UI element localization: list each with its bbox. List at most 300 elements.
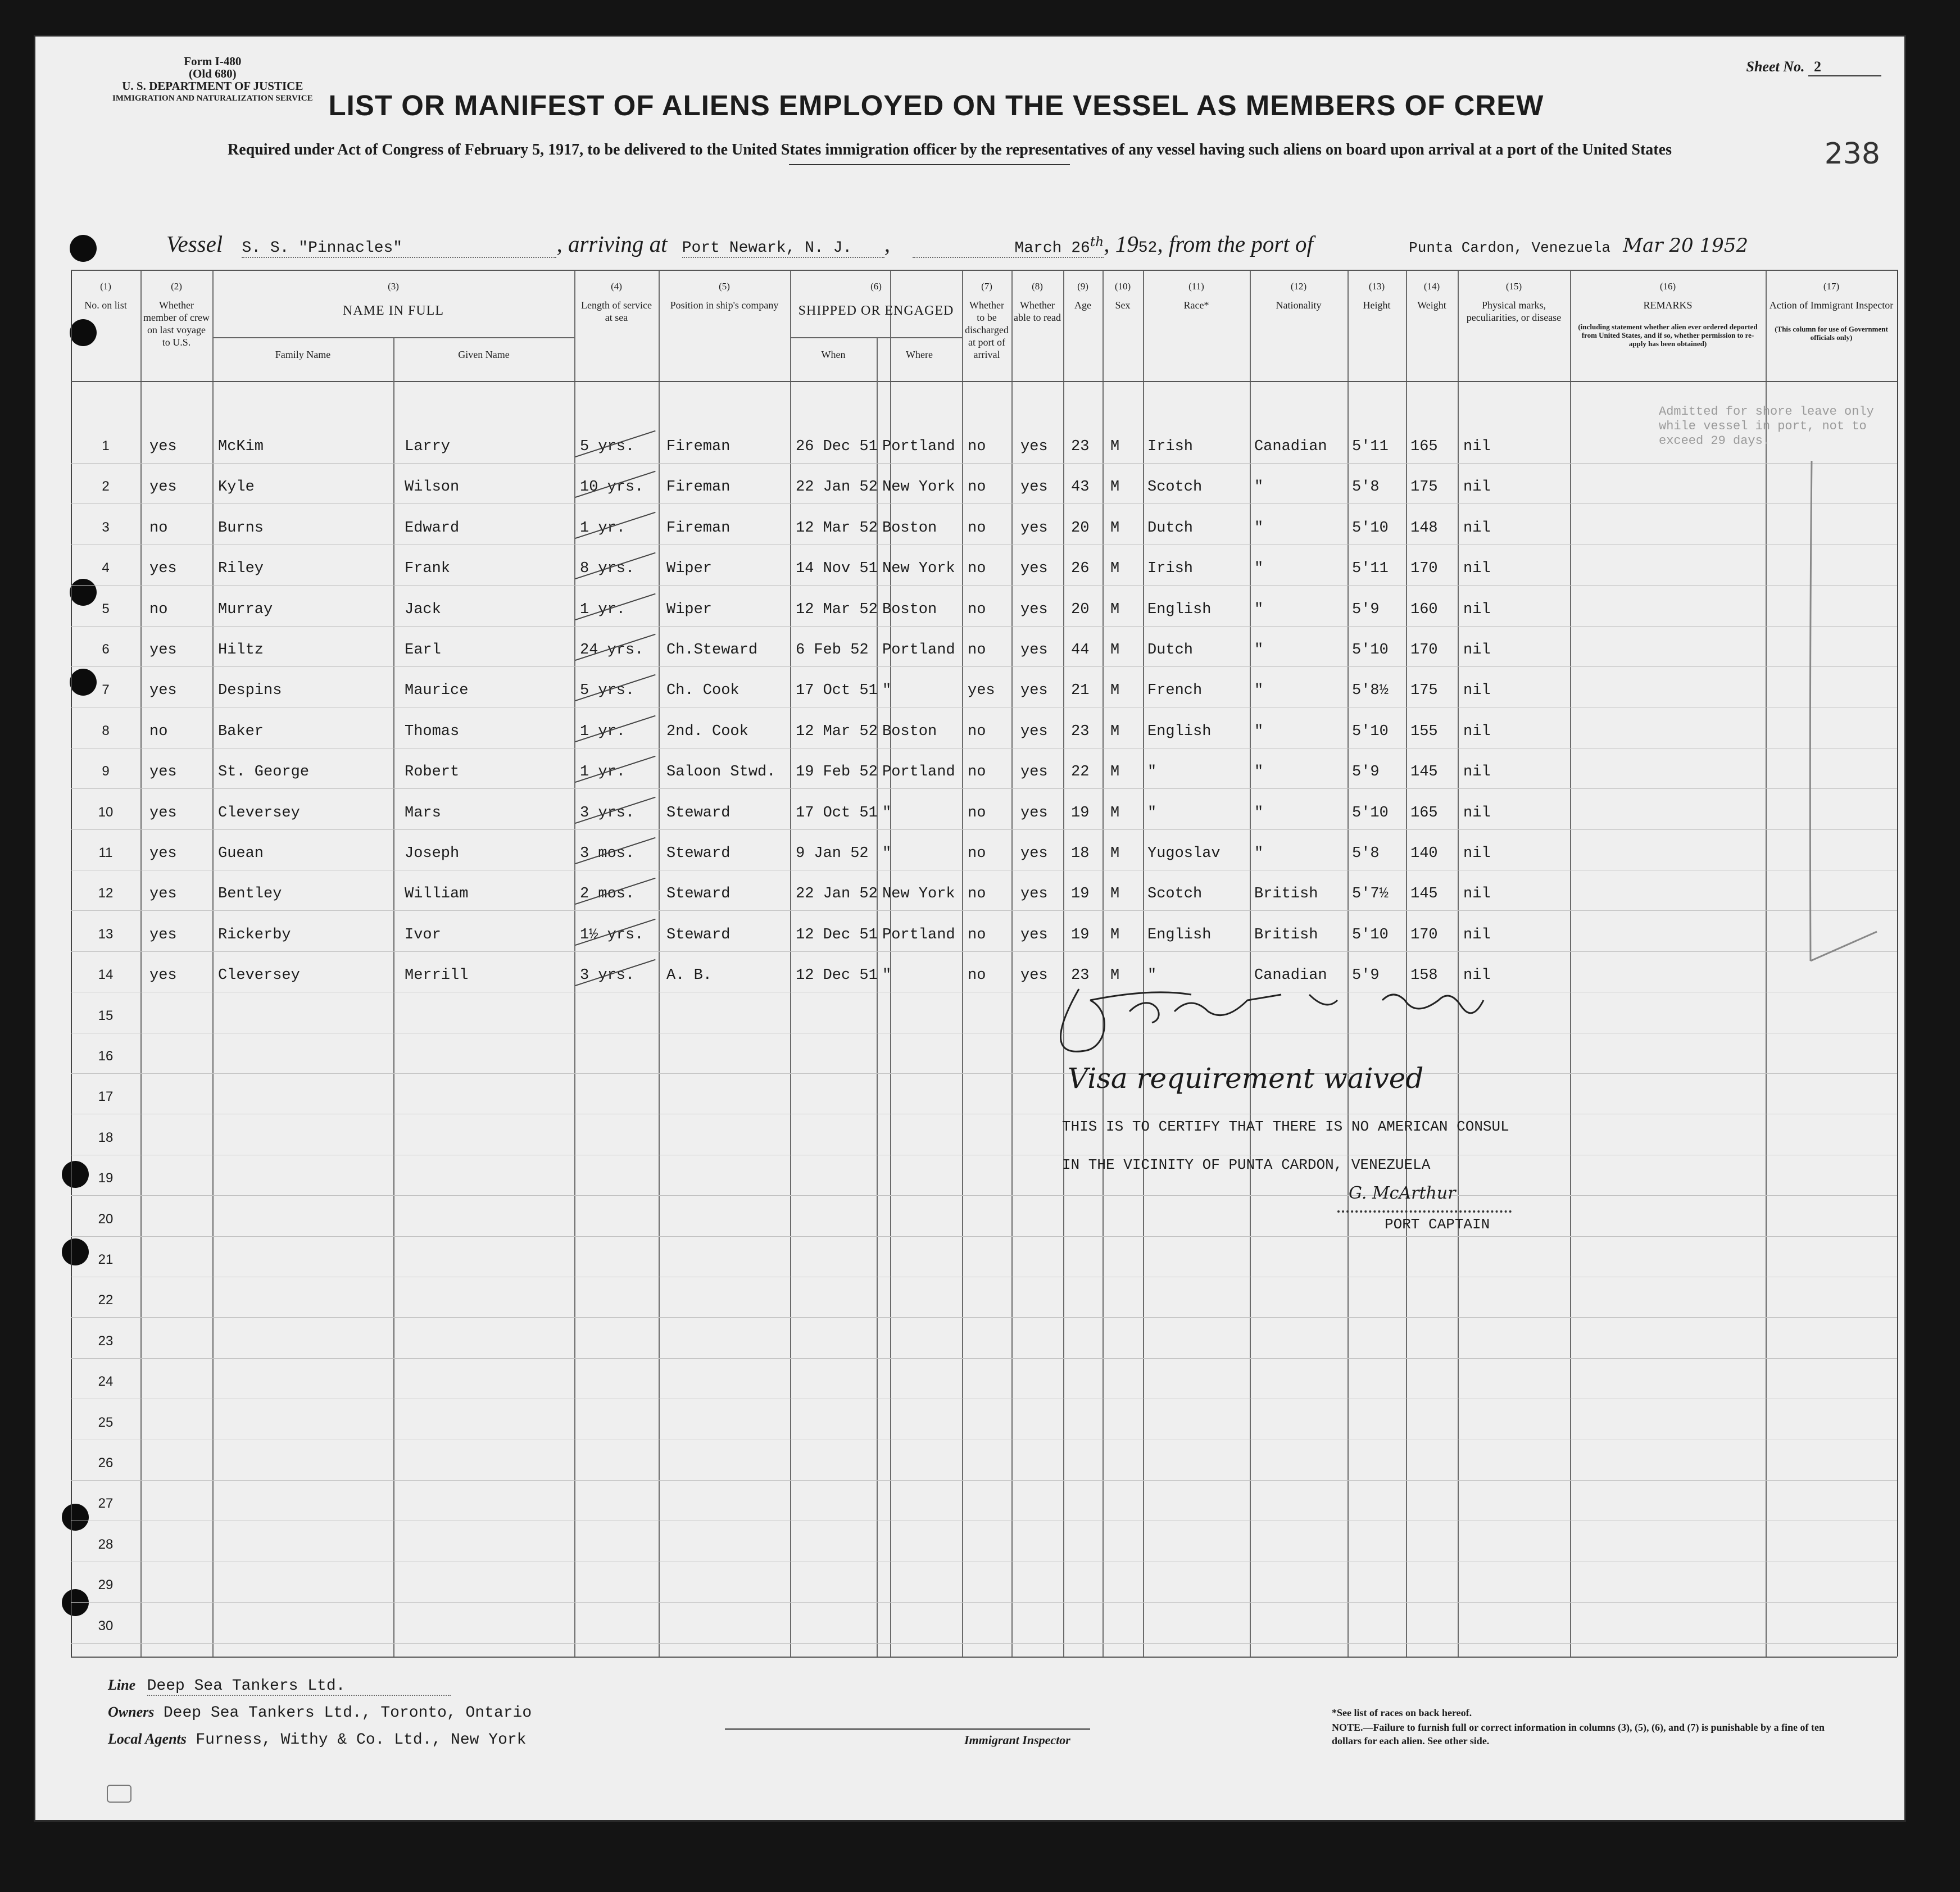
row-number: 9 bbox=[102, 764, 110, 779]
column-divider bbox=[1063, 270, 1064, 1657]
cell-height: 5'11 bbox=[1352, 438, 1389, 455]
column-header: No. on list bbox=[84, 300, 127, 311]
column-subheader: Family Name bbox=[275, 349, 331, 360]
cell-position: Ch.Steward bbox=[666, 642, 758, 659]
column-number: (4) bbox=[611, 281, 622, 292]
arriving-label: , arriving at bbox=[556, 231, 668, 257]
inspector-action-mark bbox=[1798, 455, 1888, 972]
cell-discharge: no bbox=[968, 845, 986, 862]
cell-family: St. George bbox=[218, 764, 310, 781]
cell-discharge: no bbox=[968, 560, 986, 577]
cell-where: New York bbox=[882, 560, 955, 577]
cell-where: New York bbox=[882, 479, 955, 496]
visa-waiver-note: Visa requirement waived bbox=[1068, 1062, 1424, 1095]
cell-sex: M bbox=[1110, 560, 1120, 577]
cell-height: 5'9 bbox=[1352, 967, 1380, 984]
cell-nationality: " bbox=[1254, 845, 1264, 862]
cell-service: 10 yrs. bbox=[580, 479, 644, 496]
row-number: 19 bbox=[98, 1170, 114, 1186]
captain-dotted-line bbox=[1337, 1210, 1512, 1213]
cell-where: " bbox=[882, 845, 892, 862]
column-header: Length of service at sea bbox=[581, 300, 652, 323]
cell-weight: 165 bbox=[1410, 438, 1438, 455]
cell-position: Steward bbox=[666, 845, 731, 862]
column-number: (10) bbox=[1114, 281, 1131, 292]
cell-sex: M bbox=[1110, 967, 1120, 984]
cell-weight: 170 bbox=[1410, 642, 1438, 659]
cell-last: yes bbox=[149, 764, 177, 781]
cell-family: Burns bbox=[218, 520, 264, 537]
cell-family: Baker bbox=[218, 723, 264, 740]
row-number: 23 bbox=[98, 1333, 114, 1349]
cell-position: Wiper bbox=[666, 560, 713, 577]
cell-when: 12 Dec 51 bbox=[796, 927, 878, 943]
cell-service: 3 mos. bbox=[580, 845, 635, 862]
cell-discharge: no bbox=[968, 723, 986, 740]
cell-height: 5'8 bbox=[1352, 479, 1380, 496]
row-divider bbox=[71, 1236, 1897, 1237]
cell-service: 1 yr. bbox=[580, 764, 626, 781]
cell-nationality: " bbox=[1254, 764, 1264, 781]
cell-age: 23 bbox=[1071, 438, 1090, 455]
cell-where: Boston bbox=[882, 520, 937, 537]
cell-age: 22 bbox=[1071, 764, 1090, 781]
column-header: Race* bbox=[1183, 300, 1209, 311]
column-header: Age bbox=[1074, 300, 1091, 311]
cell-read: yes bbox=[1020, 967, 1048, 984]
agents-value: Furness, Withy & Co. Ltd., New York bbox=[196, 1731, 527, 1749]
column-divider bbox=[71, 270, 72, 1657]
line-value: Deep Sea Tankers Ltd. bbox=[147, 1677, 451, 1696]
from-label: , from the port of bbox=[1157, 231, 1313, 257]
cell-when: 22 Jan 52 bbox=[796, 479, 878, 496]
service: IMMIGRATION AND NATURALIZATION SERVICE bbox=[112, 94, 313, 103]
cell-position: Steward bbox=[666, 927, 731, 943]
cell-age: 23 bbox=[1071, 723, 1090, 740]
cell-family: Cleversey bbox=[218, 967, 300, 984]
cell-discharge: no bbox=[968, 479, 986, 496]
row-number: 17 bbox=[98, 1089, 114, 1104]
cell-last: no bbox=[149, 723, 168, 740]
cell-service: 1 yr. bbox=[580, 723, 626, 740]
cell-last: no bbox=[149, 520, 168, 537]
cell-given: Jack bbox=[405, 601, 441, 618]
cell-marks: nil bbox=[1463, 682, 1491, 699]
row-number: 26 bbox=[98, 1455, 114, 1471]
row-divider bbox=[71, 1602, 1897, 1603]
column-header: Nationality bbox=[1276, 300, 1322, 311]
from-port: Punta Cardon, Venezuela bbox=[1409, 239, 1610, 256]
cell-position: Ch. Cook bbox=[666, 682, 739, 699]
cell-service: 1 yr. bbox=[580, 520, 626, 537]
cell-race: Scotch bbox=[1147, 886, 1203, 902]
cell-where: " bbox=[882, 682, 892, 699]
cell-weight: 160 bbox=[1410, 601, 1438, 618]
cell-nationality: " bbox=[1254, 560, 1264, 577]
row-divider bbox=[71, 951, 1897, 952]
consul-certification-2: IN THE VICINITY OF PUNTA CARDON, VENEZUELA bbox=[1062, 1156, 1431, 1173]
cell-position: Fireman bbox=[666, 438, 731, 455]
row-number: 3 bbox=[102, 520, 110, 535]
cell-where: Portland bbox=[882, 642, 955, 659]
cell-read: yes bbox=[1020, 601, 1048, 618]
cell-when: 12 Mar 52 bbox=[796, 723, 878, 740]
cell-family: Murray bbox=[218, 601, 273, 618]
row-number: 28 bbox=[98, 1537, 114, 1552]
cell-position: Steward bbox=[666, 805, 731, 822]
cell-read: yes bbox=[1020, 927, 1048, 943]
column-subheader: Given Name bbox=[458, 349, 510, 360]
cell-position: Wiper bbox=[666, 601, 713, 618]
row-number: 21 bbox=[98, 1252, 114, 1267]
column-header: SHIPPED OR ENGAGED bbox=[798, 303, 954, 318]
cell-race: Irish bbox=[1147, 438, 1194, 455]
row-number: 6 bbox=[102, 642, 110, 657]
cell-height: 5'10 bbox=[1352, 927, 1389, 943]
cell-when: 19 Feb 52 bbox=[796, 764, 878, 781]
department: U. S. DEPARTMENT OF JUSTICE bbox=[122, 79, 303, 93]
cell-race: Yugoslav bbox=[1147, 845, 1221, 862]
row-number: 11 bbox=[98, 845, 113, 860]
cell-race: " bbox=[1147, 764, 1157, 781]
row-divider bbox=[71, 1195, 1897, 1196]
cell-discharge: no bbox=[968, 886, 986, 902]
column-header: Position in ship's company bbox=[670, 300, 779, 311]
punch-hole bbox=[70, 235, 97, 262]
owners-value: Deep Sea Tankers Ltd., Toronto, Ontario bbox=[163, 1704, 532, 1722]
cell-read: yes bbox=[1020, 805, 1048, 822]
cell-sex: M bbox=[1110, 927, 1120, 943]
column-divider bbox=[1897, 270, 1898, 1657]
cell-given: Frank bbox=[405, 560, 451, 577]
cell-given: Larry bbox=[405, 438, 451, 455]
cell-given: Earl bbox=[405, 642, 441, 659]
cell-discharge: no bbox=[968, 642, 986, 659]
cell-where: Boston bbox=[882, 601, 937, 618]
row-divider bbox=[71, 270, 1897, 271]
cell-service: 2 mos. bbox=[580, 886, 635, 902]
cell-sex: M bbox=[1110, 805, 1120, 822]
cell-sex: M bbox=[1110, 642, 1120, 659]
cell-family: Kyle bbox=[218, 479, 255, 496]
column-divider bbox=[1348, 270, 1349, 1657]
cell-last: yes bbox=[149, 927, 177, 943]
column-header: Action of Immigrant Inspector bbox=[1769, 300, 1894, 311]
cell-weight: 175 bbox=[1410, 479, 1438, 496]
cell-marks: nil bbox=[1463, 723, 1491, 740]
cell-when: 6 Feb 52 bbox=[796, 642, 869, 659]
cell-read: yes bbox=[1020, 682, 1048, 699]
form-number: Form I-480 bbox=[184, 55, 242, 68]
cell-race: " bbox=[1147, 967, 1157, 984]
sheet-value: 2 bbox=[1808, 58, 1881, 76]
row-number: 24 bbox=[98, 1374, 114, 1389]
cell-when: 26 Dec 51 bbox=[796, 438, 878, 455]
row-divider bbox=[71, 503, 1897, 504]
vessel-name: S. S. "Pinnacles" bbox=[242, 239, 556, 258]
cell-age: 19 bbox=[1071, 805, 1090, 822]
cell-read: yes bbox=[1020, 438, 1048, 455]
column-divider bbox=[962, 270, 963, 1657]
cell-when: 12 Mar 52 bbox=[796, 601, 878, 618]
row-number: 20 bbox=[98, 1212, 114, 1227]
cell-weight: 158 bbox=[1410, 967, 1438, 984]
column-divider bbox=[1250, 270, 1251, 1657]
line-label: Line bbox=[108, 1677, 136, 1693]
arrival-date bbox=[913, 234, 1104, 258]
cell-where: Portland bbox=[882, 764, 955, 781]
cell-where: Portland bbox=[882, 438, 955, 455]
cell-discharge: no bbox=[968, 520, 986, 537]
cell-race: Scotch bbox=[1147, 479, 1203, 496]
cell-position: Fireman bbox=[666, 479, 731, 496]
cell-weight: 155 bbox=[1410, 723, 1438, 740]
cell-when: 22 Jan 52 bbox=[796, 886, 878, 902]
cell-given: William bbox=[405, 886, 469, 902]
row-divider bbox=[71, 626, 1897, 627]
cell-weight: 145 bbox=[1410, 886, 1438, 902]
printer-mark bbox=[107, 1785, 131, 1803]
column-divider bbox=[1766, 270, 1767, 1657]
cell-height: 5'8½ bbox=[1352, 682, 1389, 699]
cell-weight: 175 bbox=[1410, 682, 1438, 699]
cell-where: Boston bbox=[882, 723, 937, 740]
column-header: NAME IN FULL bbox=[343, 303, 444, 318]
row-divider bbox=[71, 463, 1897, 464]
row-number: 1 bbox=[102, 438, 110, 453]
cell-discharge: yes bbox=[968, 682, 995, 699]
cell-family: Guean bbox=[218, 845, 264, 862]
cell-age: 20 bbox=[1071, 601, 1090, 618]
column-subheader: When bbox=[821, 349, 846, 360]
crew-table bbox=[71, 270, 1897, 1657]
cell-family: Bentley bbox=[218, 886, 282, 902]
cell-age: 19 bbox=[1071, 927, 1090, 943]
cell-height: 5'8 bbox=[1352, 845, 1380, 862]
column-number: (13) bbox=[1368, 281, 1385, 292]
cell-nationality: " bbox=[1254, 601, 1264, 618]
cell-given: Ivor bbox=[405, 927, 441, 943]
cell-nationality: " bbox=[1254, 479, 1264, 496]
column-number: (6) bbox=[870, 281, 882, 292]
row-divider bbox=[71, 1073, 1897, 1074]
cell-sex: M bbox=[1110, 479, 1120, 496]
cell-height: 5'10 bbox=[1352, 723, 1389, 740]
cell-when: 12 Dec 51 bbox=[796, 967, 878, 984]
cell-service: 8 yrs. bbox=[580, 560, 635, 577]
column-header: Height bbox=[1363, 300, 1391, 311]
row-number: 12 bbox=[98, 886, 114, 901]
arrival-date-typed: March 26 bbox=[1014, 239, 1090, 257]
title-rule bbox=[789, 164, 1070, 165]
cell-position: Fireman bbox=[666, 520, 731, 537]
row-number: 2 bbox=[102, 479, 110, 494]
cell-sex: M bbox=[1110, 723, 1120, 740]
column-divider bbox=[212, 270, 214, 1657]
cell-height: 5'9 bbox=[1352, 601, 1380, 618]
cell-discharge: no bbox=[968, 967, 986, 984]
arrival-stamp: Mar 20 1952 bbox=[1623, 234, 1748, 257]
column-number: (9) bbox=[1077, 281, 1088, 292]
cell-family: Cleversey bbox=[218, 805, 300, 822]
cell-marks: nil bbox=[1463, 967, 1491, 984]
column-number: (1) bbox=[100, 281, 111, 292]
row-number: 30 bbox=[98, 1618, 114, 1634]
cell-where: " bbox=[882, 967, 892, 984]
cell-position: 2nd. Cook bbox=[666, 723, 748, 740]
inspector-signature bbox=[1045, 978, 1528, 1068]
port-captain-title: PORT CAPTAIN bbox=[1385, 1216, 1490, 1233]
cell-age: 26 bbox=[1071, 560, 1090, 577]
owners-label: Owners bbox=[108, 1704, 155, 1720]
agents-label: Local Agents bbox=[108, 1731, 187, 1747]
cell-last: yes bbox=[149, 479, 177, 496]
column-divider bbox=[1570, 270, 1571, 1657]
consul-certification-1: THIS IS TO CERTIFY THAT THERE IS NO AMERICAN CONSUL bbox=[1062, 1118, 1509, 1135]
cell-last: yes bbox=[149, 438, 177, 455]
footer-owners bbox=[108, 1704, 532, 1722]
footer-rule bbox=[71, 1657, 1897, 1658]
cell-race: English bbox=[1147, 723, 1212, 740]
penalty-note: NOTE.—Failure to furnish full or correct information in columns (3), (5), (6), and (7) is punishable by a fine of ten dollars for each alien. See other side. bbox=[1332, 1722, 1825, 1746]
row-number: 13 bbox=[98, 927, 114, 942]
cell-read: yes bbox=[1020, 560, 1048, 577]
column-header: Weight bbox=[1417, 300, 1446, 311]
row-divider bbox=[71, 829, 1897, 830]
cell-marks: nil bbox=[1463, 601, 1491, 618]
cell-where: " bbox=[882, 805, 892, 822]
cell-marks: nil bbox=[1463, 479, 1491, 496]
row-number: 4 bbox=[102, 560, 110, 575]
cell-marks: nil bbox=[1463, 520, 1491, 537]
column-divider bbox=[1143, 270, 1144, 1657]
column-number: (11) bbox=[1188, 281, 1204, 292]
row-number: 27 bbox=[98, 1496, 114, 1511]
cell-race: " bbox=[1147, 805, 1157, 822]
cell-given: Wilson bbox=[405, 479, 460, 496]
column-divider bbox=[1458, 270, 1459, 1657]
cell-height: 5'9 bbox=[1352, 764, 1380, 781]
cell-marks: nil bbox=[1463, 438, 1491, 455]
cell-weight: 140 bbox=[1410, 845, 1438, 862]
cell-service: 24 yrs. bbox=[580, 642, 644, 659]
cell-height: 5'10 bbox=[1352, 642, 1389, 659]
column-divider bbox=[1102, 270, 1104, 1657]
cell-when: 17 Oct 51 bbox=[796, 682, 878, 699]
cell-discharge: no bbox=[968, 438, 986, 455]
column-number: (12) bbox=[1290, 281, 1307, 292]
cell-nationality: " bbox=[1254, 682, 1264, 699]
cell-where: Portland bbox=[882, 927, 955, 943]
row-number: 29 bbox=[98, 1577, 114, 1592]
cell-given: Thomas bbox=[405, 723, 460, 740]
cell-marks: nil bbox=[1463, 642, 1491, 659]
cell-read: yes bbox=[1020, 520, 1048, 537]
footer-line bbox=[108, 1677, 451, 1696]
cell-marks: nil bbox=[1463, 560, 1491, 577]
column-header: Whether member of crew on last voyage to U.S. bbox=[143, 300, 210, 348]
cell-height: 5'11 bbox=[1352, 560, 1389, 577]
row-number: 18 bbox=[98, 1130, 114, 1145]
cell-read: yes bbox=[1020, 764, 1048, 781]
cell-family: Despins bbox=[218, 682, 282, 699]
cell-race: English bbox=[1147, 601, 1212, 618]
column-divider bbox=[659, 270, 660, 1657]
cell-age: 19 bbox=[1071, 886, 1090, 902]
cell-marks: nil bbox=[1463, 927, 1491, 943]
cell-when: 12 Mar 52 bbox=[796, 520, 878, 537]
sheet-label: Sheet No. bbox=[1746, 58, 1805, 75]
cell-age: 20 bbox=[1071, 520, 1090, 537]
row-number: 22 bbox=[98, 1292, 114, 1308]
cell-last: yes bbox=[149, 967, 177, 984]
cell-nationality: " bbox=[1254, 520, 1264, 537]
cell-last: yes bbox=[149, 560, 177, 577]
row-number: 8 bbox=[102, 723, 110, 738]
form-old-number: (Old 680) bbox=[189, 67, 237, 80]
row-number: 5 bbox=[102, 601, 110, 616]
cell-given: Joseph bbox=[405, 845, 460, 862]
cell-age: 21 bbox=[1071, 682, 1090, 699]
cell-weight: 165 bbox=[1410, 805, 1438, 822]
row-divider bbox=[71, 1643, 1897, 1644]
cell-race: Dutch bbox=[1147, 520, 1194, 537]
remarks-stamp: Admitted for shore leave only while vessel in port, not to exceed 29 days. bbox=[1659, 405, 1874, 448]
cell-marks: nil bbox=[1463, 845, 1491, 862]
column-header-note: (including statement whether alien ever ordered deported from United States, and if so, whether permission to re-apply has been obtained) bbox=[1578, 323, 1758, 348]
cell-when: 9 Jan 52 bbox=[796, 845, 869, 862]
cell-discharge: no bbox=[968, 927, 986, 943]
row-number: 14 bbox=[98, 967, 114, 982]
cell-nationality: " bbox=[1254, 642, 1264, 659]
row-number: 10 bbox=[98, 805, 114, 820]
cell-read: yes bbox=[1020, 845, 1048, 862]
row-number: 16 bbox=[98, 1049, 114, 1064]
row-divider bbox=[71, 585, 1897, 586]
cell-service: 1½ yrs. bbox=[580, 927, 644, 943]
arrival-year: 52 bbox=[1138, 239, 1158, 257]
inspector-signature-line bbox=[725, 1728, 1090, 1730]
cell-discharge: no bbox=[968, 805, 986, 822]
column-divider bbox=[1011, 270, 1013, 1657]
cell-nationality: British bbox=[1254, 927, 1318, 943]
sheet-number bbox=[1746, 58, 1882, 76]
cell-position: Steward bbox=[666, 886, 731, 902]
cell-marks: nil bbox=[1463, 805, 1491, 822]
inspector-label: Immigrant Inspector bbox=[964, 1733, 1070, 1747]
cell-sex: M bbox=[1110, 845, 1120, 862]
cell-race: French bbox=[1147, 682, 1203, 699]
cell-family: Hiltz bbox=[218, 642, 264, 659]
row-divider bbox=[71, 910, 1897, 911]
cell-weight: 170 bbox=[1410, 560, 1438, 577]
year-prefix: , 19 bbox=[1104, 231, 1138, 257]
cell-when: 14 Nov 51 bbox=[796, 560, 878, 577]
column-header: Whether able to read bbox=[1014, 300, 1061, 323]
cell-last: no bbox=[149, 601, 168, 618]
row-number: 25 bbox=[98, 1415, 114, 1430]
row-divider bbox=[71, 1358, 1897, 1359]
cell-service: 1 yr. bbox=[580, 601, 626, 618]
races-note: *See list of races on back hereof. bbox=[1332, 1707, 1472, 1718]
cell-weight: 148 bbox=[1410, 520, 1438, 537]
cell-marks: nil bbox=[1463, 764, 1491, 781]
row-divider bbox=[71, 381, 1897, 382]
cell-height: 5'7½ bbox=[1352, 886, 1389, 902]
column-number: (14) bbox=[1423, 281, 1440, 292]
column-divider bbox=[140, 270, 142, 1657]
cell-sex: M bbox=[1110, 764, 1120, 781]
